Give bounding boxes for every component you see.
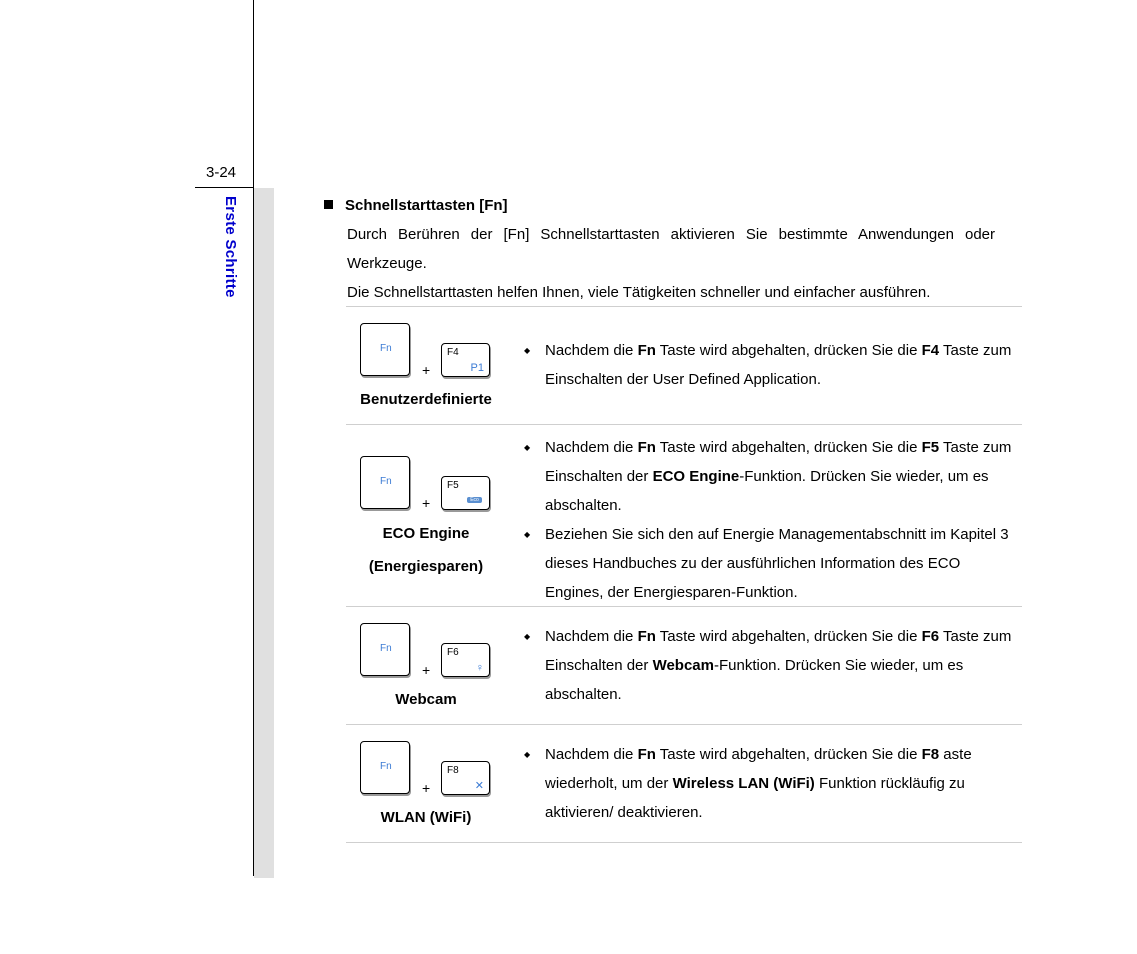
text-run: Taste wird abgehalten, drücken Sie die [655,439,922,456]
fn-key-icon [360,623,410,676]
plus-sign: + [422,362,431,378]
text-run: Nachdem die [545,746,638,763]
key-combo [360,623,492,683]
wireless-icon: ✕ [474,780,484,792]
text-run: Funktion rückläufig zu aktivieren/ deaktivieren. [545,775,965,821]
text-run: -Funktion. Drücken Sie wieder, um es abschalten. [545,657,964,703]
text-run: Taste wird abgehalten, drücken Sie die [655,342,922,359]
square-bullet-icon [324,200,333,209]
text-run: Taste zum Einschalten der User Defined Application. [545,342,1012,388]
fn-key-label: Fn [380,761,392,772]
bullet-item [524,336,1014,394]
row-caption [346,383,506,416]
f6-key-icon [441,643,490,677]
fn-key-icon [360,456,410,509]
text-run: Beziehen Sie sich den auf Energie Managementabschnitt im Kapitel 3 dieses Handbuches zu der ausführlichen Information des ECO Engines, der Energiesparen-Funktion. [545,526,1009,601]
caption-line: Benutzerdefinierte [360,391,492,408]
bullet-item [524,622,1014,709]
bullet-item [524,433,1014,520]
hotkey-row-f5 [346,425,1022,606]
row-divider [346,842,1022,843]
hotkey-row-f6 [346,607,1022,724]
hotkey-row-f8 [346,725,1022,842]
text-run: Taste wird abgehalten, drücken Sie die [655,746,922,763]
bold-term: Fn [637,342,656,359]
key-combo [360,456,492,516]
bullet-item [524,740,1014,827]
p1-symbol: P1 [470,362,484,374]
text-run: Nachdem die [545,342,638,359]
fn-key-label: Fn [380,643,392,654]
bullet-list [524,622,1014,709]
f5-key-label: F5 [447,480,459,491]
caption-line: WLAN (WiFi) [380,809,472,826]
eco-icon: Eco [467,497,482,503]
bold-term: Webcam [652,657,714,674]
bold-term: Fn [637,439,656,456]
plus-sign: + [422,780,431,796]
text-run: Taste zum Einschalten der [545,439,1012,485]
row-caption [346,683,506,716]
key-combo [360,741,492,801]
f5-key-icon [441,476,490,510]
side-gray-bar [254,188,274,878]
text-run: Nachdem die [545,439,638,456]
hotkey-row-f4 [346,307,1022,424]
plus-sign: + [422,495,431,511]
text-run: Taste zum Einschalten der [545,628,1012,674]
plus-sign: + [422,662,431,678]
row-caption [346,517,506,583]
f6-key-label: F6 [447,647,459,658]
page-number: 3-24 [206,164,237,181]
bullet-list [524,433,1014,607]
section-heading-text: Schnellstarttasten [Fn] [345,197,508,214]
chapter-side-title: Erste Schritte [222,196,239,298]
bullet-list [524,740,1014,827]
bold-term: F4 [921,342,940,359]
fn-key-label: Fn [380,476,392,487]
bold-term: Fn [637,746,656,763]
webcam-icon: ♀ [475,662,484,674]
bold-term: F5 [921,439,940,456]
bold-term: Fn [637,628,656,645]
page-number-rule [195,187,254,188]
f8-key-icon [441,761,490,795]
bold-term: F6 [921,628,940,645]
text-run: Taste wird abgehalten, drücken Sie die [655,628,922,645]
fn-key-label: Fn [380,343,392,354]
fn-key-icon [360,323,410,376]
text-run: aste wiederholt, um der [545,746,972,792]
text-run: -Funktion. Drücken Sie wieder, um es abschalten. [545,468,989,514]
caption-line: (Energiesparen) [368,558,484,575]
fn-key-icon [360,741,410,794]
bullet-list [524,336,1014,394]
bullet-item [524,520,1014,607]
intro-paragraph-2: Die Schnellstarttasten helfen Ihnen, viele Tätigkeiten schneller und einfacher ausführen. [347,284,931,301]
bold-term: ECO Engine [652,468,740,485]
row-caption [346,801,506,834]
bold-term: Wireless LAN (WiFi) [672,775,815,792]
section-intro [347,220,995,307]
text-run: Nachdem die [545,628,638,645]
caption-line: ECO Engine [382,525,470,542]
f4-key-label: F4 [447,347,459,358]
section-heading [324,197,508,214]
caption-line: Webcam [395,691,457,708]
f8-key-label: F8 [447,765,459,776]
intro-paragraph-1: Durch Berühren der [Fn] Schnellstarttasten aktivieren Sie bestimmte Anwendungen oder Werkzeuge. [347,226,995,272]
bold-term: F8 [921,746,940,763]
key-combo [360,323,492,383]
f4-key-icon [441,343,490,377]
